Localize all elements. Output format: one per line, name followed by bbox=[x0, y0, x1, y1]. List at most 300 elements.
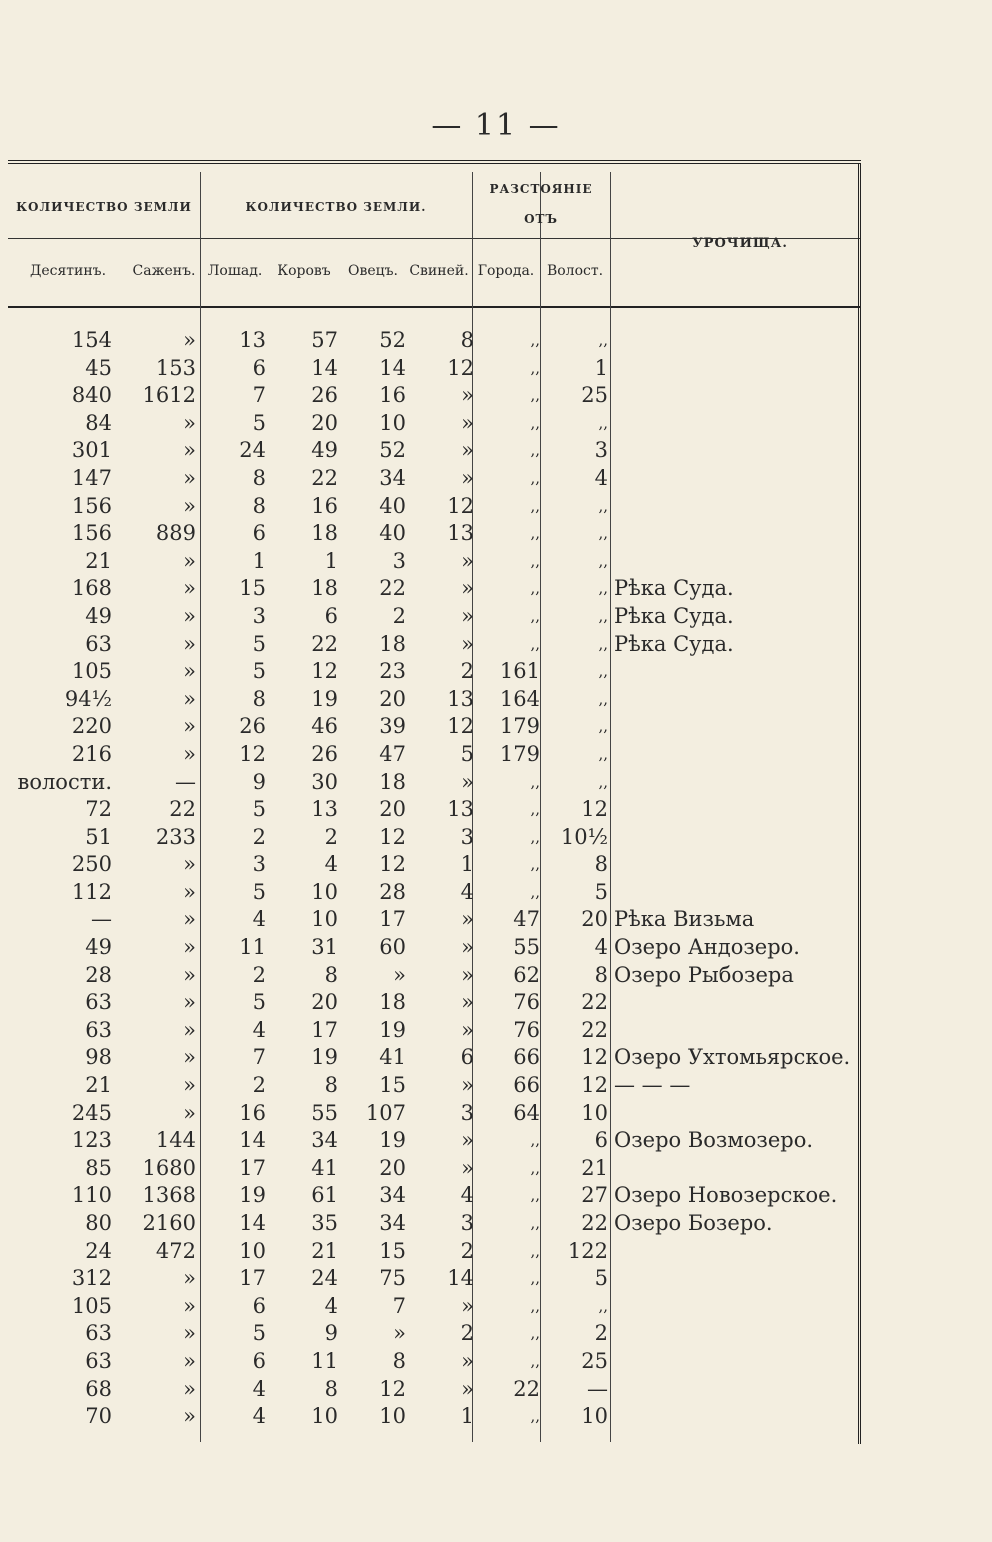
cell-town: ,, bbox=[530, 1324, 540, 1343]
cell-sazhen: 472 bbox=[155, 1238, 196, 1263]
cell-pigs: » bbox=[461, 548, 474, 573]
cell-pigs: 14 bbox=[447, 1266, 474, 1291]
cell-cows: 61 bbox=[311, 1183, 338, 1208]
cell-pigs: 13 bbox=[447, 521, 474, 546]
table-row bbox=[8, 520, 861, 548]
cell-pigs: » bbox=[461, 769, 474, 794]
cell-volost: ,, bbox=[598, 689, 608, 708]
cell-horses: 5 bbox=[252, 797, 266, 822]
cell-town: ,, bbox=[530, 1186, 540, 1205]
cell-urochishche bbox=[614, 686, 864, 714]
cell-horses: 14 bbox=[239, 1211, 266, 1235]
cell-horses: 4 bbox=[252, 1404, 266, 1429]
cell-horses: 6 bbox=[252, 355, 266, 380]
cell-pigs: 2 bbox=[460, 1321, 474, 1346]
cell-horses: 19 bbox=[239, 1183, 266, 1208]
cell-volost: 22 bbox=[581, 1211, 608, 1235]
cell-volost: ,, bbox=[598, 772, 608, 791]
cell-cows: 4 bbox=[324, 1293, 338, 1318]
cell-horses: 5 bbox=[252, 410, 266, 435]
cell-desyatin: 98 bbox=[85, 1045, 112, 1070]
cell-volost: 8 bbox=[594, 852, 608, 877]
cell-cows: 17 bbox=[311, 1017, 338, 1042]
cell-sazhen: » bbox=[183, 686, 196, 711]
table-row bbox=[8, 658, 861, 686]
table-row bbox=[8, 1238, 861, 1266]
cell-pigs: » bbox=[461, 1348, 474, 1373]
cell-volost: 4 bbox=[594, 935, 608, 960]
cell-horses: 5 bbox=[252, 1321, 266, 1346]
cell-sazhen: » bbox=[183, 1045, 196, 1070]
cell-volost: ,, bbox=[598, 717, 608, 736]
cell-cows: 14 bbox=[311, 355, 338, 380]
cell-sazhen: — bbox=[175, 769, 196, 794]
cell-town: ,, bbox=[530, 1351, 540, 1370]
cell-cows: 18 bbox=[311, 521, 338, 546]
cell-town: ,, bbox=[530, 800, 540, 819]
cell-urochishche bbox=[614, 382, 864, 410]
table-row bbox=[8, 1127, 861, 1155]
cell-sheep: 10 bbox=[379, 1404, 406, 1429]
cell-horses: 14 bbox=[239, 1128, 266, 1153]
cell-sazhen: 153 bbox=[155, 355, 196, 380]
cell-desyatin: 123 bbox=[71, 1128, 112, 1153]
cell-sheep: 23 bbox=[379, 659, 406, 684]
header-col-pigs: Свиней. bbox=[409, 263, 469, 279]
cell-urochishche bbox=[614, 851, 864, 879]
cell-sazhen: » bbox=[183, 741, 196, 766]
cell-sheep: 107 bbox=[365, 1100, 406, 1125]
cell-desyatin: 63 bbox=[85, 1321, 112, 1346]
cell-volost: ,, bbox=[598, 606, 608, 625]
cell-sheep: 12 bbox=[379, 1376, 406, 1401]
cell-sheep: 10 bbox=[379, 410, 406, 435]
cell-volost: 12 bbox=[581, 797, 608, 822]
cell-desyatin: 45 bbox=[85, 355, 112, 380]
table-row bbox=[8, 1155, 861, 1183]
header-group-land-right: КОЛИЧЕСТВО ЗЕМЛИ. bbox=[245, 200, 427, 214]
cell-horses: 8 bbox=[252, 493, 266, 518]
cell-cows: 55 bbox=[311, 1100, 338, 1125]
cell-volost: 10 bbox=[581, 1100, 608, 1125]
table-row bbox=[8, 1265, 861, 1293]
table-row bbox=[8, 906, 861, 934]
cell-pigs: 1 bbox=[460, 852, 474, 877]
cell-horses: 5 bbox=[252, 659, 266, 684]
cell-pigs: 2 bbox=[460, 1238, 474, 1263]
cell-urochishche bbox=[614, 1376, 864, 1404]
cell-volost: 4 bbox=[594, 465, 608, 490]
cell-town: 179 bbox=[499, 714, 540, 739]
cell-pigs: 3 bbox=[460, 1211, 474, 1235]
cell-horses: 12 bbox=[239, 741, 266, 766]
cell-pigs: 13 bbox=[447, 686, 474, 711]
cell-urochishche bbox=[614, 796, 864, 824]
cell-pigs: 6 bbox=[460, 1045, 474, 1070]
cell-volost: 3 bbox=[594, 438, 608, 463]
cell-sheep: 2 bbox=[392, 603, 406, 628]
cell-horses: 5 bbox=[252, 631, 266, 656]
table-row bbox=[8, 824, 861, 852]
cell-volost: ,, bbox=[598, 662, 608, 681]
cell-pigs: » bbox=[461, 907, 474, 932]
cell-volost: 10½ bbox=[560, 824, 608, 849]
cell-urochishche bbox=[614, 1293, 864, 1321]
cell-volost: ,, bbox=[598, 634, 608, 653]
cell-urochishche bbox=[614, 437, 864, 465]
cell-volost: 2 bbox=[594, 1321, 608, 1346]
cell-cows: 9 bbox=[324, 1321, 338, 1346]
cell-sheep: 12 bbox=[379, 824, 406, 849]
cell-sazhen: » bbox=[183, 962, 196, 987]
cell-sheep: 40 bbox=[379, 521, 406, 546]
cell-town: ,, bbox=[530, 524, 540, 543]
cell-desyatin: 245 bbox=[71, 1100, 112, 1125]
cell-volost: — bbox=[587, 1376, 608, 1401]
cell-volost: 5 bbox=[594, 879, 608, 904]
cell-volost: 21 bbox=[581, 1155, 608, 1180]
cell-horses: 10 bbox=[239, 1238, 266, 1263]
cell-cows: 10 bbox=[311, 879, 338, 904]
cell-horses: 6 bbox=[252, 521, 266, 546]
cell-town: 66 bbox=[513, 1045, 540, 1070]
cell-desyatin: 301 bbox=[71, 438, 112, 463]
cell-urochishche bbox=[614, 355, 864, 383]
cell-town: 62 bbox=[513, 962, 540, 987]
table-row bbox=[8, 962, 861, 990]
cell-cows: 12 bbox=[311, 659, 338, 684]
cell-sazhen: 144 bbox=[155, 1128, 196, 1153]
cell-horses: 3 bbox=[252, 603, 266, 628]
cell-desyatin: 94½ bbox=[64, 686, 112, 711]
cell-town: 164 bbox=[499, 686, 540, 711]
cell-sheep: » bbox=[393, 1321, 406, 1346]
cell-desyatin: 312 bbox=[71, 1266, 112, 1291]
cell-desyatin: 51 bbox=[85, 824, 112, 849]
cell-pigs: 4 bbox=[460, 1183, 474, 1208]
cell-cows: 46 bbox=[311, 714, 338, 739]
cell-urochishche: Рѣка Суда. bbox=[614, 603, 734, 628]
cell-desyatin: 85 bbox=[85, 1155, 112, 1180]
cell-horses: 2 bbox=[252, 1073, 266, 1098]
cell-horses: 17 bbox=[239, 1155, 266, 1180]
cell-town: 76 bbox=[513, 1017, 540, 1042]
cell-cows: 34 bbox=[311, 1128, 338, 1153]
cell-sheep: 17 bbox=[379, 907, 406, 932]
cell-sazhen: » bbox=[183, 1404, 196, 1429]
cell-sheep: 60 bbox=[379, 935, 406, 960]
table-row bbox=[8, 686, 861, 714]
cell-cows: 57 bbox=[311, 328, 338, 352]
cell-horses: 1 bbox=[252, 548, 266, 573]
cell-sheep: 34 bbox=[379, 1183, 406, 1208]
table-row bbox=[8, 493, 861, 521]
cell-horses: 8 bbox=[252, 686, 266, 711]
cell-desyatin: 63 bbox=[85, 1348, 112, 1373]
cell-pigs: 8 bbox=[460, 328, 474, 352]
cell-urochishche: Озеро Новозерское. bbox=[614, 1183, 838, 1208]
cell-sheep: 18 bbox=[379, 990, 406, 1015]
cell-volost: ,, bbox=[598, 551, 608, 570]
cell-sheep: 14 bbox=[379, 355, 406, 380]
cell-cows: 4 bbox=[324, 852, 338, 877]
cell-urochishche bbox=[614, 410, 864, 438]
cell-urochishche bbox=[614, 1403, 864, 1431]
table-row bbox=[8, 1376, 861, 1404]
cell-cows: 6 bbox=[324, 603, 338, 628]
cell-desyatin: 21 bbox=[85, 1073, 112, 1098]
cell-desyatin: 840 bbox=[71, 383, 112, 408]
cell-town: 47 bbox=[513, 907, 540, 932]
cell-urochishche bbox=[614, 741, 864, 769]
cell-urochishche bbox=[614, 769, 864, 797]
cell-volost: 6 bbox=[594, 1128, 608, 1153]
cell-volost: 5 bbox=[594, 1266, 608, 1291]
cell-sheep: 39 bbox=[379, 714, 406, 739]
cell-desyatin: 112 bbox=[71, 879, 112, 904]
cell-town: ,, bbox=[530, 331, 540, 349]
cell-sheep: 15 bbox=[379, 1238, 406, 1263]
cell-pigs: » bbox=[461, 1155, 474, 1180]
cell-horses: 4 bbox=[252, 1376, 266, 1401]
cell-sazhen: » bbox=[183, 410, 196, 435]
cell-sazhen: » bbox=[183, 879, 196, 904]
cell-desyatin: 63 bbox=[85, 631, 112, 656]
cell-cows: 13 bbox=[311, 797, 338, 822]
cell-town: ,, bbox=[530, 1158, 540, 1177]
cell-urochishche bbox=[614, 713, 864, 741]
cell-pigs: 1 bbox=[460, 1404, 474, 1429]
cell-desyatin: 70 bbox=[85, 1404, 112, 1429]
cell-urochishche bbox=[614, 879, 864, 907]
table-row bbox=[8, 631, 861, 659]
cell-pigs: » bbox=[461, 603, 474, 628]
cell-sazhen: » bbox=[183, 907, 196, 932]
cell-sazhen: » bbox=[183, 576, 196, 601]
cell-sazhen: » bbox=[183, 1100, 196, 1125]
table-row bbox=[8, 548, 861, 576]
table-row bbox=[8, 934, 861, 962]
cell-sazhen: » bbox=[183, 1376, 196, 1401]
cell-desyatin: 105 bbox=[71, 659, 112, 684]
cell-urochishche bbox=[614, 548, 864, 576]
cell-sheep: 16 bbox=[379, 383, 406, 408]
cell-town: ,, bbox=[530, 827, 540, 846]
cell-desyatin: 80 bbox=[85, 1211, 112, 1235]
cell-horses: 4 bbox=[252, 907, 266, 932]
cell-town: 76 bbox=[513, 990, 540, 1015]
cell-town: ,, bbox=[530, 441, 540, 460]
cell-cows: 10 bbox=[311, 1404, 338, 1429]
cell-urochishche bbox=[614, 1017, 864, 1045]
cell-town: 161 bbox=[499, 659, 540, 684]
header-group-land-left: КОЛИЧЕСТВО ЗЕМЛИ bbox=[16, 200, 192, 214]
cell-urochishche bbox=[614, 520, 864, 548]
cell-urochishche bbox=[614, 327, 864, 355]
cell-sheep: 47 bbox=[379, 741, 406, 766]
cell-sheep: 28 bbox=[379, 879, 406, 904]
table-row bbox=[8, 1348, 861, 1376]
table-row bbox=[8, 603, 861, 631]
cell-horses: 6 bbox=[252, 1293, 266, 1318]
cell-cows: 26 bbox=[311, 383, 338, 408]
cell-sheep: 20 bbox=[379, 797, 406, 822]
cell-sazhen: » bbox=[183, 659, 196, 684]
cell-cows: 22 bbox=[311, 631, 338, 656]
cell-volost: 22 bbox=[581, 990, 608, 1015]
cell-cows: 22 bbox=[311, 465, 338, 490]
cell-sheep: 19 bbox=[379, 1017, 406, 1042]
table-row bbox=[8, 327, 861, 355]
cell-urochishche: Рѣка Суда. bbox=[614, 631, 734, 656]
cell-sazhen: 2160 bbox=[142, 1211, 196, 1235]
cell-sazhen: » bbox=[183, 328, 196, 352]
cell-pigs: 12 bbox=[447, 493, 474, 518]
cell-urochishche: Озеро Возмозеро. bbox=[614, 1128, 814, 1153]
cell-sheep: 22 bbox=[379, 576, 406, 601]
table-row bbox=[8, 1044, 861, 1072]
cell-volost: 25 bbox=[581, 1348, 608, 1373]
header-col-volost: Волост. bbox=[546, 263, 604, 279]
table-row bbox=[8, 410, 861, 438]
cell-urochishche: Озеро Андозеро. bbox=[614, 935, 800, 960]
table-row bbox=[8, 382, 861, 410]
cell-cows: 8 bbox=[324, 962, 338, 987]
cell-urochishche bbox=[614, 1265, 864, 1293]
cell-sheep: 75 bbox=[379, 1266, 406, 1291]
cell-cows: 31 bbox=[311, 935, 338, 960]
cell-desyatin: 24 bbox=[85, 1238, 112, 1263]
cell-sazhen: » bbox=[183, 603, 196, 628]
cell-desyatin: 28 bbox=[85, 962, 112, 987]
cell-volost: ,, bbox=[598, 524, 608, 543]
cell-cows: 10 bbox=[311, 907, 338, 932]
cell-town: 64 bbox=[513, 1100, 540, 1125]
header-col-cows: Коровъ bbox=[277, 263, 331, 279]
cell-desyatin: 49 bbox=[85, 935, 112, 960]
cell-horses: 6 bbox=[252, 1348, 266, 1373]
cell-sazhen: » bbox=[183, 1348, 196, 1373]
table-row bbox=[8, 769, 861, 797]
header-col-desyatin: Десятинъ. bbox=[29, 263, 107, 279]
cell-volost: ,, bbox=[598, 744, 608, 763]
table-row bbox=[8, 575, 861, 603]
cell-volost: 122 bbox=[567, 1238, 608, 1263]
cell-sazhen: » bbox=[183, 465, 196, 490]
table-row bbox=[8, 796, 861, 824]
table-row bbox=[8, 879, 861, 907]
table-row bbox=[8, 1320, 861, 1348]
table-row bbox=[8, 713, 861, 741]
cell-sheep: » bbox=[393, 962, 406, 987]
cell-cows: 2 bbox=[324, 824, 338, 849]
cell-horses: 8 bbox=[252, 465, 266, 490]
cell-town: 55 bbox=[513, 935, 540, 960]
cell-cows: 35 bbox=[311, 1211, 338, 1235]
cell-desyatin: волости. bbox=[17, 769, 112, 794]
cell-urochishche bbox=[614, 1100, 864, 1128]
cell-desyatin: 63 bbox=[85, 990, 112, 1015]
cell-cows: 19 bbox=[311, 1045, 338, 1070]
table-row bbox=[8, 741, 861, 769]
cell-urochishche: Рѣка Суда. bbox=[614, 576, 734, 601]
cell-town: ,, bbox=[530, 606, 540, 625]
cell-pigs: 4 bbox=[460, 879, 474, 904]
cell-sheep: 41 bbox=[379, 1045, 406, 1070]
cell-pigs: 3 bbox=[460, 1100, 474, 1125]
cell-cows: 11 bbox=[311, 1348, 338, 1373]
table-row bbox=[8, 1100, 861, 1128]
cell-desyatin: 49 bbox=[85, 603, 112, 628]
cell-urochishche: Озеро Рыбозера bbox=[614, 962, 794, 987]
table-row bbox=[8, 355, 861, 383]
cell-horses: 7 bbox=[252, 1045, 266, 1070]
table-body bbox=[8, 327, 861, 1431]
cell-sazhen: 889 bbox=[155, 521, 196, 546]
table-row bbox=[8, 437, 861, 465]
table-row bbox=[8, 1017, 861, 1045]
cell-urochishche bbox=[614, 493, 864, 521]
table-row bbox=[8, 465, 861, 493]
cell-cows: 20 bbox=[311, 410, 338, 435]
table-row bbox=[8, 851, 861, 879]
cell-cows: 8 bbox=[324, 1376, 338, 1401]
cell-sheep: 12 bbox=[379, 852, 406, 877]
cell-sheep: 19 bbox=[379, 1128, 406, 1153]
table-row bbox=[8, 1210, 861, 1238]
cell-town: ,, bbox=[530, 386, 540, 405]
cell-sheep: 3 bbox=[392, 548, 406, 573]
page-number: — 11 — bbox=[431, 108, 561, 143]
cell-sazhen: » bbox=[183, 852, 196, 877]
cell-cows: 41 bbox=[311, 1155, 338, 1180]
cell-town: ,, bbox=[530, 579, 540, 598]
cell-pigs: » bbox=[461, 410, 474, 435]
cell-pigs: » bbox=[461, 576, 474, 601]
cell-town: ,, bbox=[530, 1296, 540, 1315]
cell-town: ,, bbox=[530, 772, 540, 791]
cell-sazhen: » bbox=[183, 1293, 196, 1318]
cell-town: ,, bbox=[530, 413, 540, 432]
cell-cows: 24 bbox=[311, 1266, 338, 1291]
cell-pigs: » bbox=[461, 1293, 474, 1318]
cell-town: ,, bbox=[530, 496, 540, 515]
cell-desyatin: 21 bbox=[85, 548, 112, 573]
cell-cows: 30 bbox=[311, 769, 338, 794]
cell-cows: 16 bbox=[311, 493, 338, 518]
cell-sazhen: » bbox=[183, 990, 196, 1015]
cell-sheep: 18 bbox=[379, 769, 406, 794]
cell-town: ,, bbox=[530, 468, 540, 487]
cell-horses: 7 bbox=[252, 383, 266, 408]
cell-volost: 1 bbox=[594, 355, 608, 380]
cell-desyatin: 105 bbox=[71, 1293, 112, 1318]
header-bottom-rule bbox=[8, 306, 861, 308]
cell-sheep: 34 bbox=[379, 1211, 406, 1235]
cell-urochishche bbox=[614, 465, 864, 493]
cell-desyatin: 110 bbox=[71, 1183, 112, 1208]
cell-sazhen: 1368 bbox=[142, 1183, 196, 1208]
cell-pigs: 13 bbox=[447, 797, 474, 822]
cell-pigs: » bbox=[461, 438, 474, 463]
cell-desyatin: 220 bbox=[71, 714, 112, 739]
cell-horses: 9 bbox=[252, 769, 266, 794]
cell-urochishche bbox=[614, 824, 864, 852]
cell-cows: 21 bbox=[311, 1238, 338, 1263]
cell-urochishche bbox=[614, 1155, 864, 1183]
cell-horses: 3 bbox=[252, 852, 266, 877]
cell-desyatin: 63 bbox=[85, 1017, 112, 1042]
